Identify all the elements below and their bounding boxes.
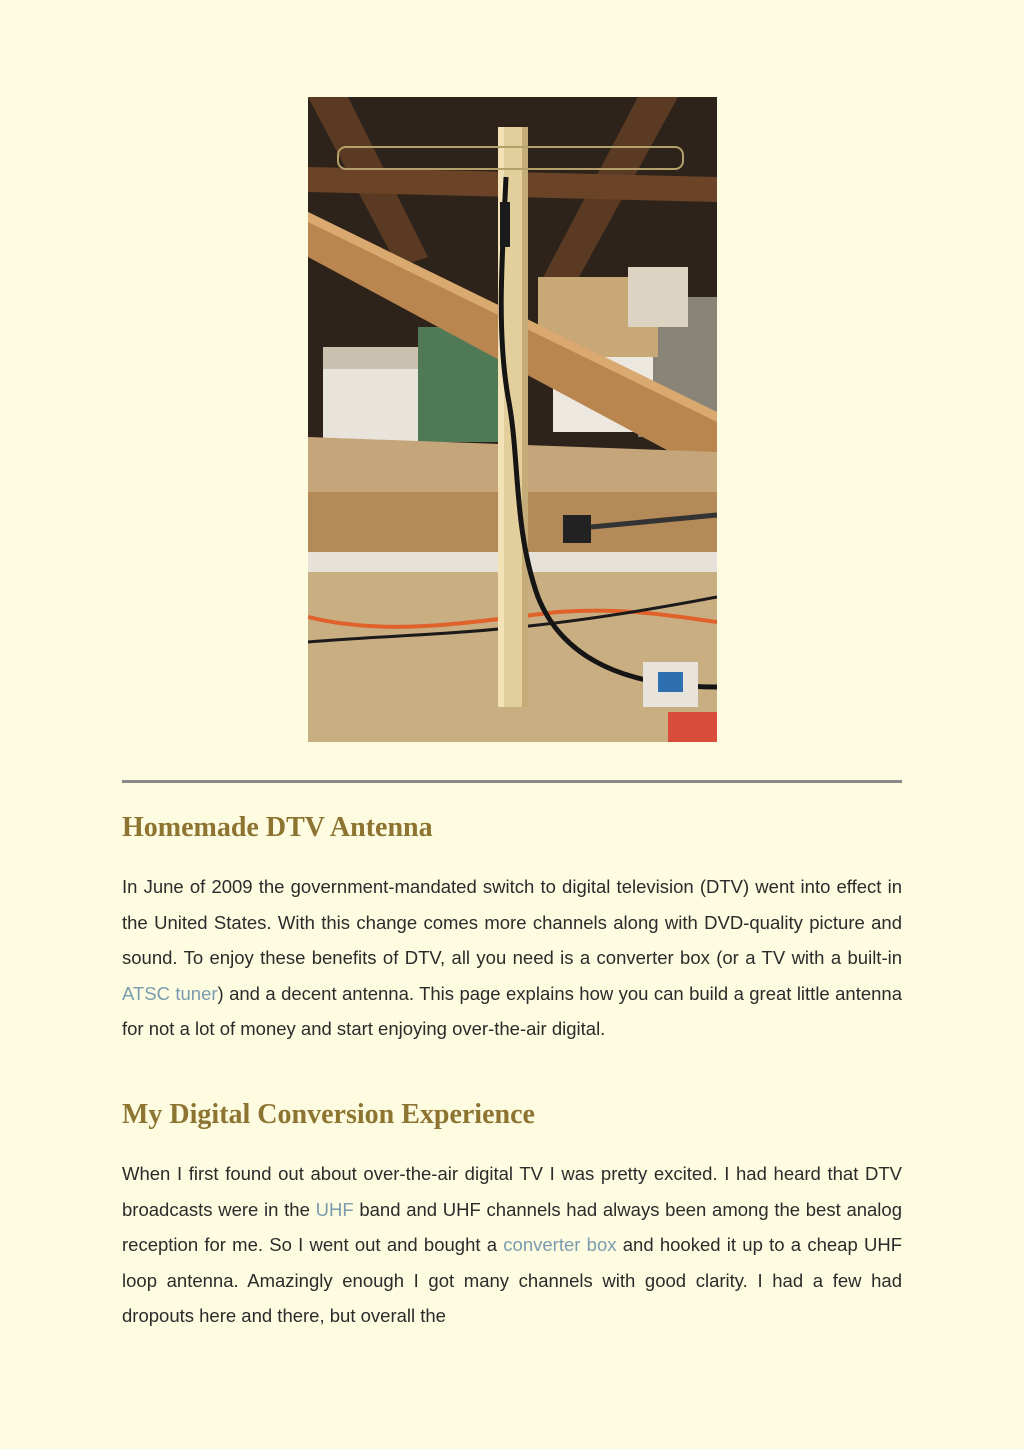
intro-text-1: In June of 2009 the government-mandated switch to digital television (DTV) went into effect in the United States. With this change comes more channels along with DVD-quality picture and sound. To enjoy these benefits of DTV, all you need is a converter box (or a TV with a built-in	[122, 876, 902, 969]
experience-paragraph	[122, 1156, 902, 1334]
experience-text-2: band and UHF channels had always been among the best analog reception for me. So I went out and bought a	[122, 1198, 902, 1256]
atsc-tuner-link[interactable]: ATSC tuner	[122, 982, 218, 1004]
section-heading-homemade-dtv-antenna: Homemade DTV Antenna	[122, 812, 433, 843]
antenna-photo	[308, 97, 717, 742]
intro-paragraph	[122, 869, 902, 1047]
uhf-link[interactable]: UHF	[315, 1198, 354, 1220]
converter-box-link[interactable]: converter box	[503, 1234, 617, 1256]
experience-text-1: When I first found out about over-the-air digital TV I was pretty excited. I had heard that DTV broadcasts were in the	[122, 1163, 902, 1220]
horizontal-divider	[122, 780, 902, 783]
intro-text-2: ) and a decent antenna. This page explains how you can build a great little antenna for not a lot of money and start enjoying over-the-air digital.	[122, 982, 902, 1040]
attic-antenna-image	[308, 97, 717, 742]
experience-text-3: and hooked it up to a cheap UHF loop antenna. Amazingly enough I got many channels with good clarity. I had a few had dropouts here and there, but overall the	[122, 1234, 902, 1327]
section-heading-digital-conversion: My Digital Conversion Experience	[122, 1099, 535, 1130]
